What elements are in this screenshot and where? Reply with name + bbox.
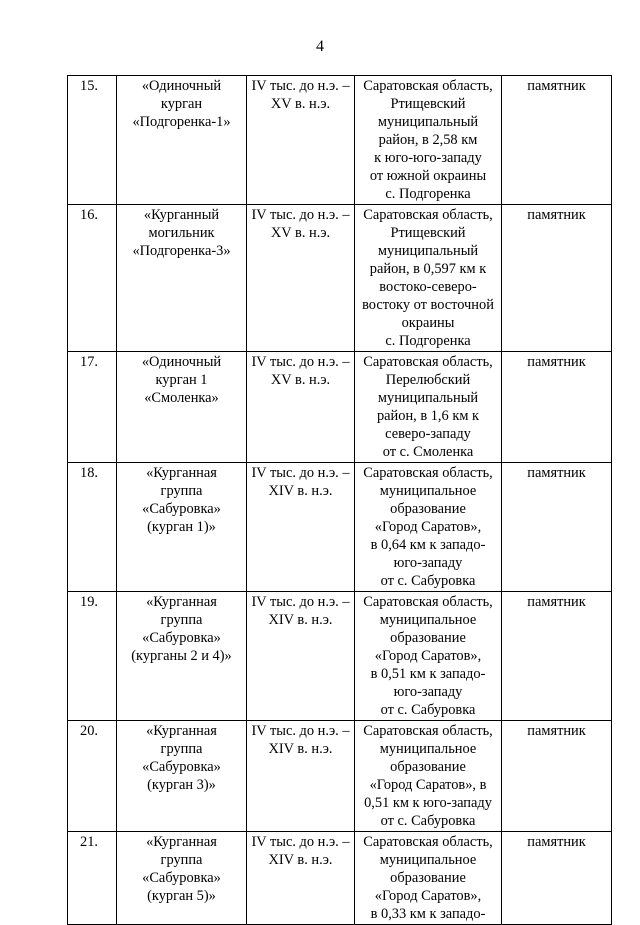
row-number: 19. — [68, 592, 117, 721]
table-row — [68, 76, 612, 205]
object-location-line: муниципальное — [379, 852, 477, 868]
object-name-line: «Сабуровка» — [142, 501, 221, 517]
object-category: памятник — [502, 205, 612, 352]
object-location — [355, 205, 502, 352]
table-row — [68, 721, 612, 832]
row-number: 20. — [68, 721, 117, 832]
object-name-line: «Сабуровка» — [142, 759, 221, 775]
table-row — [68, 205, 612, 352]
object-name — [117, 463, 247, 592]
object-location-line: район, в 2,58 км — [378, 132, 478, 148]
object-name-line: «Сабуровка» — [142, 870, 221, 886]
object-location-line: «Город Саратов», — [374, 519, 482, 535]
row-number: 18. — [68, 463, 117, 592]
object-location-line: муниципальный — [377, 390, 479, 406]
object-name-line: «Сабуровка» — [142, 630, 221, 646]
object-dating-line: IV тыс. до н.э. – — [251, 207, 350, 223]
object-category: памятник — [502, 832, 612, 925]
object-name-line: «Подгоренка-1» — [132, 114, 231, 130]
object-name-line: «Курганный — [143, 207, 220, 223]
table-row — [68, 592, 612, 721]
object-name-line: «Курганная — [146, 723, 217, 739]
object-location-line: Саратовская область, — [363, 465, 493, 481]
object-name-line: (курган 1)» — [147, 519, 216, 535]
object-name-line: (курган 3)» — [147, 777, 216, 793]
object-location-line: Саратовская область, — [363, 594, 493, 610]
object-location-line: от с. Сабуровка — [380, 702, 476, 718]
object-dating-line: IV тыс. до н.э. – — [251, 834, 350, 850]
object-location-line: район, в 0,597 км к — [369, 261, 487, 277]
object-dating-line: IV тыс. до н.э. – — [251, 354, 350, 370]
object-location — [355, 76, 502, 205]
row-number: 16. — [68, 205, 117, 352]
object-name — [117, 352, 247, 463]
object-location — [355, 463, 502, 592]
object-name-line: «Курганная — [146, 594, 217, 610]
object-category: памятник — [502, 463, 612, 592]
object-name-line: (курган 5)» — [147, 888, 216, 904]
object-dating — [247, 721, 355, 832]
row-number: 21. — [68, 832, 117, 925]
object-name-line: «Одиночный — [141, 354, 222, 370]
object-location-line: юго-западу — [393, 684, 463, 700]
object-dating-line: XV в. н.э. — [270, 372, 331, 388]
object-dating — [247, 205, 355, 352]
row-number: 17. — [68, 352, 117, 463]
object-dating-line: XIV в. н.э. — [268, 741, 333, 757]
object-name-line: «Одиночный — [141, 78, 222, 94]
object-dating-line: IV тыс. до н.э. – — [251, 723, 350, 739]
object-name-line: курган 1 — [155, 372, 208, 388]
object-name — [117, 832, 247, 925]
object-location-line: «Город Саратов», — [374, 648, 482, 664]
object-dating-line: XV в. н.э. — [270, 225, 331, 241]
object-location — [355, 721, 502, 832]
table-body — [68, 76, 612, 925]
object-location-line: «Город Саратов», в — [369, 777, 487, 793]
object-dating — [247, 352, 355, 463]
object-location-line: востоко-северо- — [379, 279, 477, 295]
object-location-line: в 0,33 км к западо- — [370, 906, 486, 922]
table-row — [68, 352, 612, 463]
object-name-line: «Смоленка» — [144, 390, 219, 406]
object-location-line: от с. Сабуровка — [380, 813, 476, 829]
object-name-line: могильник — [148, 225, 215, 241]
object-location — [355, 832, 502, 925]
object-dating-line: IV тыс. до н.э. – — [251, 78, 350, 94]
object-name-line: группа — [160, 852, 203, 868]
object-name-line: «Курганная — [146, 465, 217, 481]
object-dating — [247, 76, 355, 205]
object-location — [355, 592, 502, 721]
table-row — [68, 463, 612, 592]
object-name-line: «Курганная — [146, 834, 217, 850]
object-category: памятник — [502, 592, 612, 721]
object-name-line: (курганы 2 и 4)» — [131, 648, 232, 664]
object-location — [355, 352, 502, 463]
object-location-line: 0,51 км к юго-западу — [364, 795, 492, 811]
object-location-line: от с. Смоленка — [382, 444, 474, 460]
object-dating-line: XIV в. н.э. — [268, 852, 333, 868]
object-location-line: Саратовская область, — [363, 207, 493, 223]
object-location-line: муниципальное — [379, 741, 477, 757]
object-name-line: «Подгоренка-3» — [132, 243, 231, 259]
object-name — [117, 592, 247, 721]
object-dating — [247, 463, 355, 592]
object-dating-line: IV тыс. до н.э. – — [251, 465, 350, 481]
object-location-line: муниципальный — [377, 243, 479, 259]
object-location-line: Перелюбский — [385, 372, 471, 388]
object-location-line: муниципальный — [377, 114, 479, 130]
object-location-line: образование — [390, 501, 466, 517]
object-location-line: с. Подгоренка — [385, 186, 471, 202]
object-location-line: Саратовская область, — [363, 354, 493, 370]
object-location-line: от с. Сабуровка — [380, 573, 476, 589]
object-location-line: Саратовская область, — [363, 723, 493, 739]
object-name — [117, 205, 247, 352]
heritage-objects-table — [67, 75, 612, 925]
object-name — [117, 721, 247, 832]
row-number: 15. — [68, 76, 117, 205]
object-location-line: Ртищевский — [390, 96, 466, 112]
object-name-line: группа — [160, 741, 203, 757]
object-location-line: район, в 1,6 км к — [376, 408, 480, 424]
object-location-line: муниципальное — [379, 612, 477, 628]
object-name-line: курган — [160, 96, 203, 112]
object-location-line: с. Подгоренка — [385, 333, 471, 349]
object-location-line: окраины — [401, 315, 455, 331]
object-category: памятник — [502, 76, 612, 205]
object-name-line: группа — [160, 483, 203, 499]
object-location-line: образование — [390, 630, 466, 646]
object-name — [117, 76, 247, 205]
object-location-line: образование — [390, 759, 466, 775]
object-name-line: группа — [160, 612, 203, 628]
table-row — [68, 832, 612, 925]
object-location-line: от южной окраины — [369, 168, 487, 184]
object-dating-line: XIV в. н.э. — [268, 483, 333, 499]
object-dating — [247, 592, 355, 721]
object-location-line: востоку от восточной — [362, 297, 494, 313]
object-location-line: Саратовская область, — [363, 834, 493, 850]
object-location-line: к юго-юго-западу — [374, 150, 482, 166]
object-dating-line: XV в. н.э. — [270, 96, 331, 112]
object-category: памятник — [502, 352, 612, 463]
object-location-line: северо-западу — [385, 426, 471, 442]
object-location-line: в 0,64 км к западо- — [370, 537, 486, 553]
object-category: памятник — [502, 721, 612, 832]
object-location-line: «Город Саратов», — [374, 888, 482, 904]
page-number: 4 — [316, 38, 324, 55]
object-location-line: муниципальное — [379, 483, 477, 499]
object-location-line: Ртищевский — [390, 225, 466, 241]
object-dating-line: IV тыс. до н.э. – — [251, 594, 350, 610]
object-location-line: образование — [390, 870, 466, 886]
object-dating-line: XIV в. н.э. — [268, 612, 333, 628]
object-location-line: в 0,51 км к западо- — [370, 666, 486, 682]
object-location-line: юго-западу — [393, 555, 463, 571]
object-dating — [247, 832, 355, 925]
object-location-line: Саратовская область, — [363, 78, 493, 94]
